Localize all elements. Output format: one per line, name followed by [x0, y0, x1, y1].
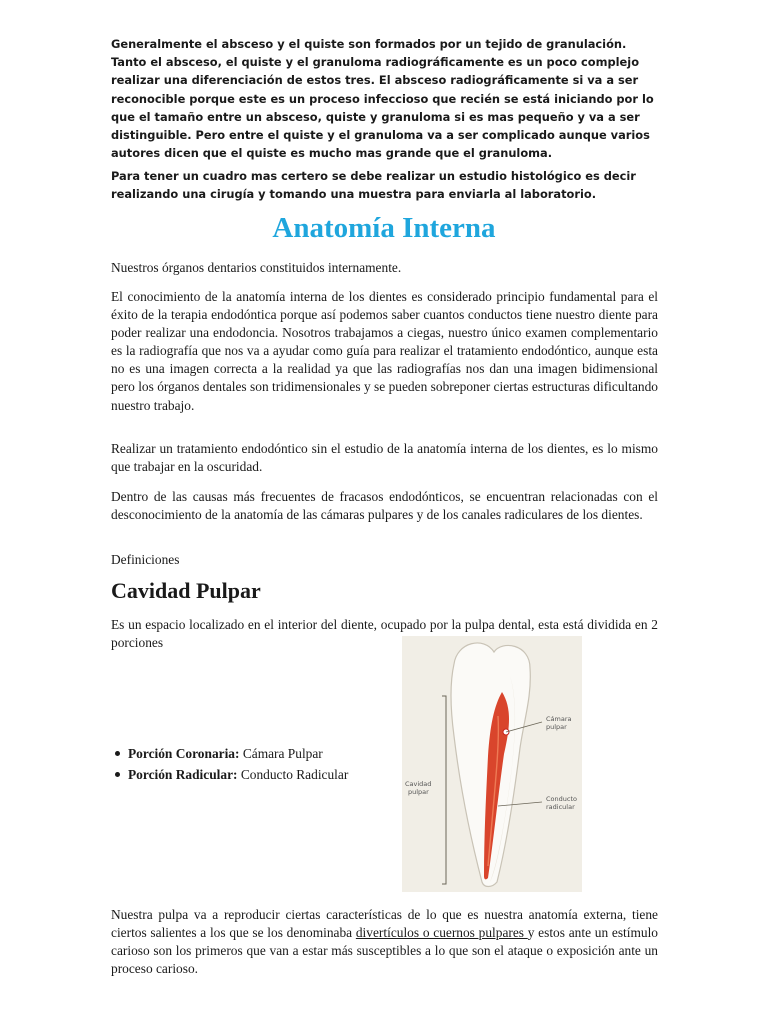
subsection-title: Cavidad Pulpar	[111, 578, 261, 603]
label-conducto-1: Conducto	[546, 795, 577, 803]
list-item	[111, 764, 348, 785]
intro-paragraph-1: Generalmente el absceso y el quiste son formados por un tejido de granulación. Tanto el absceso, el quiste y el granuloma radiográficamente es un poco complejo realizar una diferenciación de estos tres. El absceso radiográficamente si va a ser reconocible porque este es un proceso infeccioso que recién se está iniciando por lo que el tamaño entre un absceso, quiste y granuloma si es mas pequeño y va a ser distinguible. Pero entre el quiste y el granuloma va a ser complicado aunque varios autores dicen que el quiste es mucho mas grande que el granuloma.	[111, 37, 654, 161]
label-cavidad-2: pulpar	[408, 788, 429, 796]
cavidad-bracket	[442, 696, 446, 884]
list-item-desc: Cámara Pulpar	[239, 746, 323, 761]
list-item	[111, 743, 348, 764]
list-item-term: Porción Radicular:	[128, 767, 238, 782]
intro-paragraph-2: Para tener un cuadro mas certero se debe realizar un estudio histológico es decir realizando una cirugía y tomando una muestra para enviarla al laboratorio.	[111, 169, 636, 202]
label-cavidad-1: Cavidad	[405, 780, 432, 788]
label-conducto-2: radicular	[546, 803, 575, 811]
list-item-desc: Conducto Radicular	[237, 767, 349, 782]
tooth-diagram	[402, 636, 582, 892]
body-paragraph-2: El conocimiento de la anatomía interna de los dientes es considerado principio fundamental para el éxito de la terapia endodóntica porque así podemos saber cuantos conductos tiene nuestro diente para poder realizar una endodoncia. Nosotros trabajamos a ciegas, nuestro único examen complementario es la radiografía que nos va a ayudar como guía para realizar el tratamiento endodóntico, aunque esta no es una imagen correcta a la realidad ya que las radiografías nos dan una imagen bidimensional pero los órganos dentales son tridimensionales y se pueden sobreponer ciertas estructuras dificultando nuestro trabajo.	[111, 289, 658, 413]
section-title: Anatomía Interna	[272, 212, 496, 244]
cavidad-paragraph: Es un espacio localizado en el interior del diente, ocupado por la pulpa dental, esta está dividida en 2 porciones	[111, 617, 658, 651]
list-item-term: Porción Coronaria:	[128, 746, 240, 761]
closing-underlined-term: divertículos o cuernos pulpares	[355, 925, 528, 941]
label-camara-1: Cámara	[546, 715, 572, 723]
label-camara-2: pulpar	[546, 723, 567, 731]
tooth-illustration	[402, 636, 582, 892]
closing-paragraph	[111, 906, 658, 978]
bullet-icon	[115, 751, 120, 756]
closing-text-start: Nuestra pulpa va a reproducir ciertas características de lo que es nuestra anatomía externa, tiene ciertos salientes a los que se los denominaba	[111, 907, 658, 941]
body-paragraph-3: Realizar un tratamiento endodóntico sin el estudio de la anatomía interna de los dientes, es lo mismo que trabajar en la oscuridad.	[111, 441, 658, 475]
portions-list	[111, 743, 348, 785]
body-paragraph-1: Nuestros órganos dentarios constituidos internamente.	[111, 260, 402, 275]
body-paragraph-5: Definiciones	[111, 552, 180, 567]
closing-text-end: y estos ante un estímulo carioso son los primeros que van a estar más susceptibles a lo que son el ataque o exposición ante un proceso carioso.	[111, 925, 659, 977]
bullet-icon	[115, 772, 120, 777]
body-paragraph-4: Dentro de las causas más frecuentes de fracasos endodónticos, se encuentran relacionadas con el desconocimiento de la anatomía de las cámaras pulpares y de los canales radiculares de los dientes.	[111, 489, 658, 523]
